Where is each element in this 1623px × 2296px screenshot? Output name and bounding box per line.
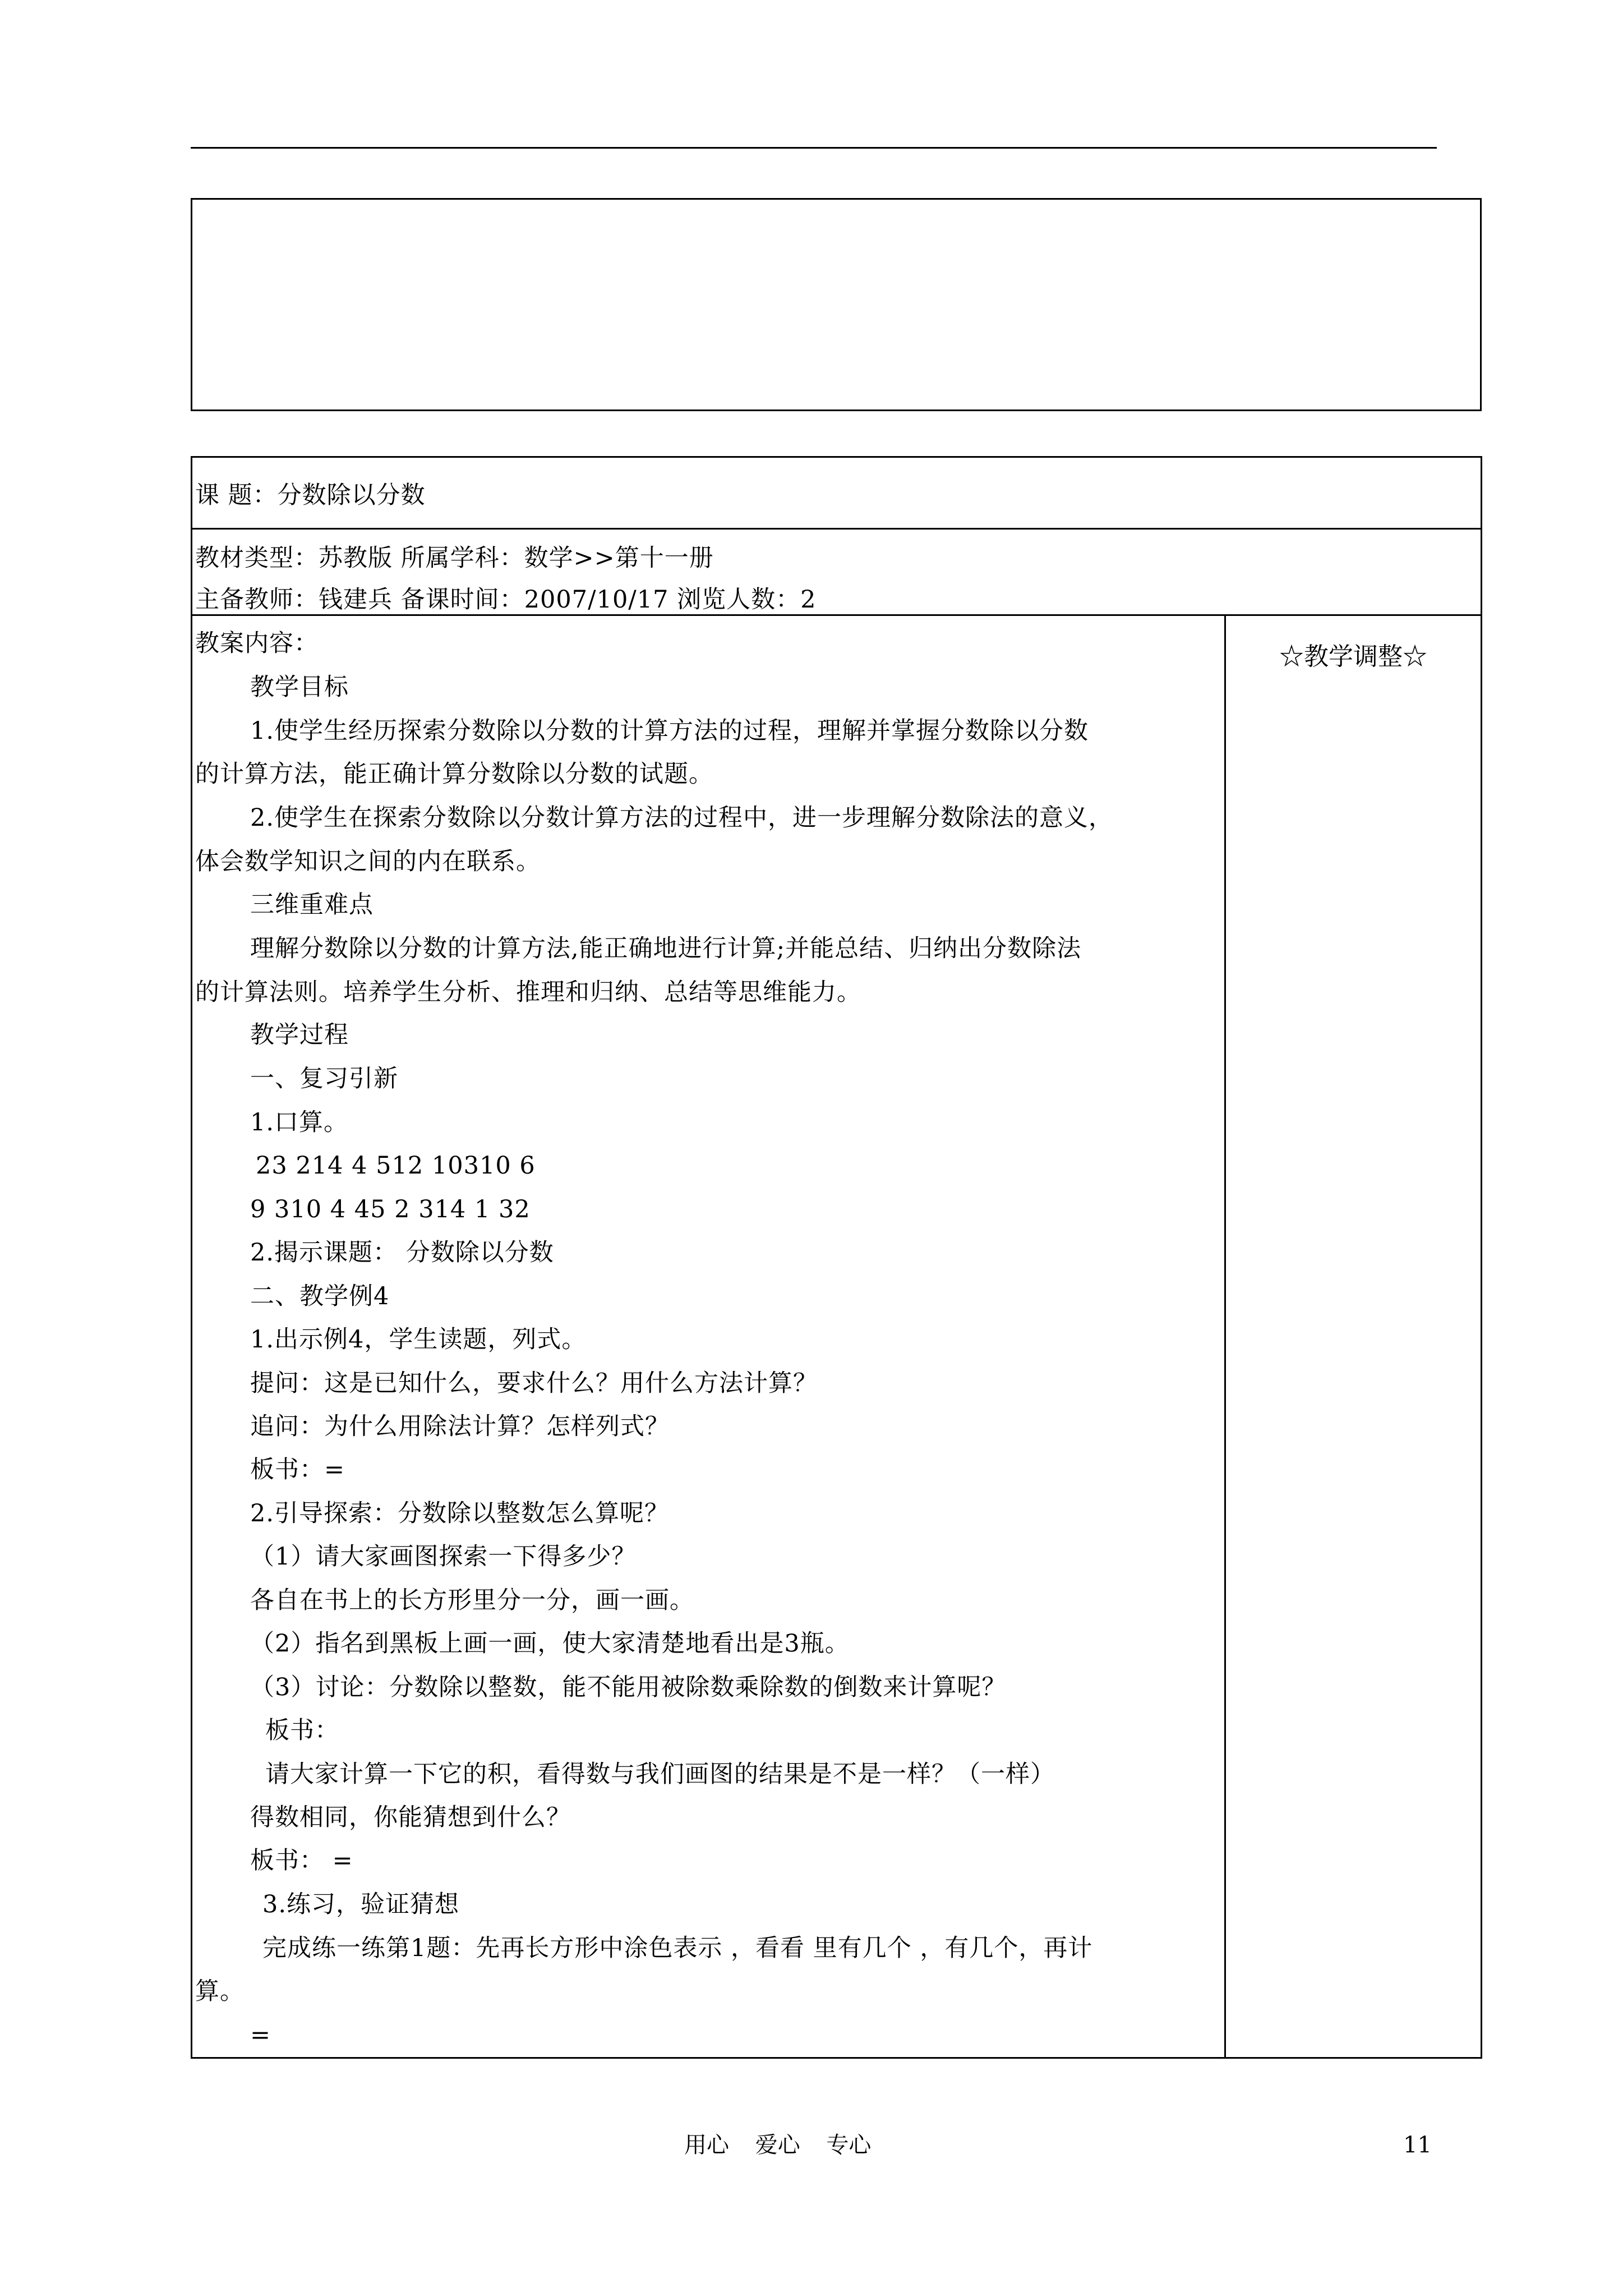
content-line: 教学过程: [250, 1021, 349, 1049]
content-line: 提问：这是已知什么，要求什么？用什么方法计算？: [250, 1369, 818, 1397]
content-line: 1.使学生经历探索分数除以分数的计算方法的过程，理解并掌握分数除以分数: [250, 717, 1089, 745]
meta-line-1: 教材类型：苏教版 所属学科：数学>>第十一册: [195, 544, 714, 572]
content-line: 板书：: [265, 1717, 339, 1745]
lesson-table: [191, 456, 1482, 2059]
content-line: 请大家计算一下它的积，看得数与我们画图的结果是不是一样？（一样）: [265, 1760, 1055, 1788]
content-line: 3.练习，验证猜想: [262, 1890, 460, 1918]
content-line: 完成练一练第1题：先再长方形中涂色表示 ，看看 里有几个 ，有几个，再计: [262, 1934, 1093, 1962]
adjustment-heading: ☆教学调整☆: [1279, 642, 1427, 671]
content-line: 板书： =: [250, 1847, 353, 1875]
page-number: 11: [1403, 2132, 1432, 2158]
content-line: （1）请大家画图探索一下得多少？: [250, 1543, 637, 1571]
content-line: 1.出示例4，学生读题，列式。: [250, 1326, 587, 1354]
title-row: [192, 458, 1481, 530]
content-line: 的计算法则。培养学生分析、推理和归纳、总结等思维能力。: [195, 978, 861, 1006]
content-line: （3）讨论：分数除以整数，能不能用被除数乘除数的倒数来计算呢？: [250, 1673, 1007, 1701]
meta-row: [192, 530, 1481, 616]
footer-motto: 用心 爱心 专心: [684, 2132, 872, 2158]
content-line: 教案内容：: [195, 629, 319, 657]
content-line: 2.引导探索：分数除以整数怎么算呢？: [250, 1499, 670, 1527]
content-line: 追问：为什么用除法计算？怎样列式？: [250, 1412, 670, 1441]
teaching-adjustment-column: [1226, 616, 1481, 2057]
content-line: 一、复习引新: [250, 1065, 398, 1093]
content-line: 教学目标: [250, 673, 349, 701]
content-line: （2）指名到黑板上画一画，使大家清楚地看出是3瓶。: [250, 1630, 850, 1658]
content-line: 的计算方法，能正确计算分数除以分数的试题。: [195, 760, 713, 788]
header-rule: [191, 147, 1437, 149]
content-line: 算。: [195, 1977, 245, 2005]
content-line: 2.使学生在探索分数除以分数计算方法的过程中，进一步理解分数除法的意义，: [250, 804, 1114, 832]
content-line: 2.揭示课题： 分数除以分数: [250, 1239, 554, 1267]
lesson-content-column: [192, 616, 1226, 2057]
meta-line-2: 主备教师：钱建兵 备课时间：2007/10/17 浏览人数：2: [195, 586, 817, 614]
lesson-title: 课 题：分数除以分数: [195, 481, 426, 509]
content-line: 板书：=: [250, 1456, 345, 1484]
content-line: 23 214 4 512 10310 6: [256, 1152, 536, 1180]
content-line: 得数相同，你能猜想到什么？: [250, 1803, 571, 1832]
blank-header-box: [191, 198, 1482, 411]
content-line: 三维重难点: [250, 891, 374, 919]
content-line: 9 310 4 45 2 314 1 32: [250, 1195, 531, 1223]
content-line: 二、教学例4: [250, 1282, 390, 1310]
content-line: 体会数学知识之间的内在联系。: [195, 848, 541, 876]
content-line: 各自在书上的长方形里分一分，画一画。: [250, 1586, 694, 1614]
content-line: 理解分数除以分数的计算方法,能正确地进行计算;并能总结、归纳出分数除法: [250, 935, 1082, 963]
content-line: =: [250, 2021, 271, 2049]
content-line: 1.口算。: [250, 1108, 349, 1137]
